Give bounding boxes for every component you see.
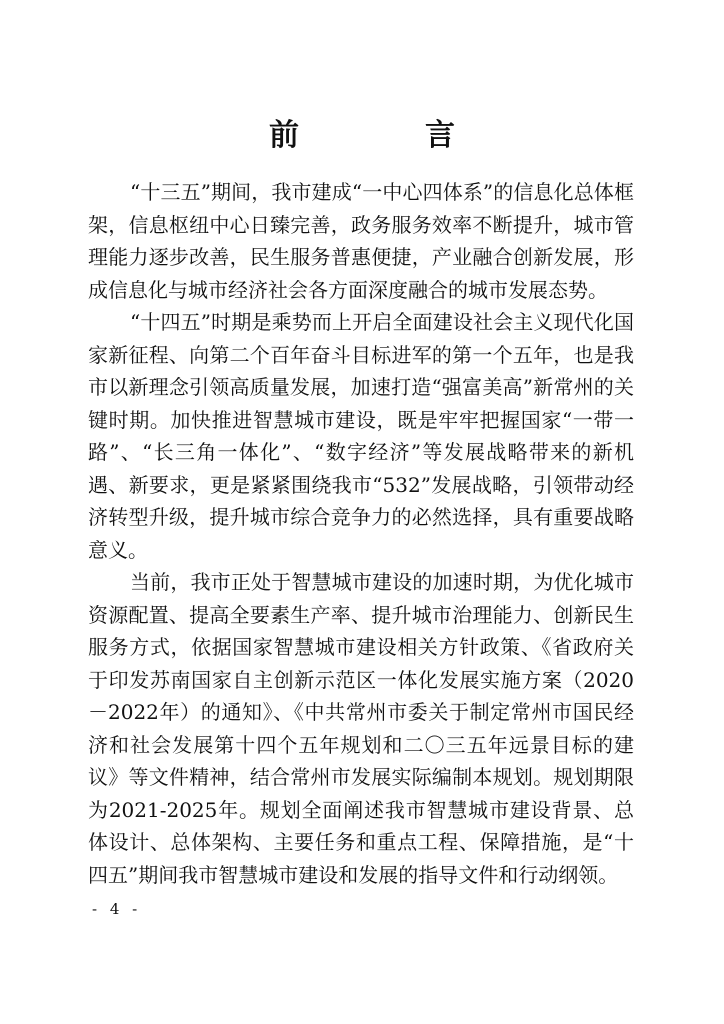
paragraph-3: 当前，我市正处于智慧城市建设的加速时期，为优化城市资源配置、提高全要素生产率、提升城市治理能力、创新民生服务方式，依据国家智慧城市建设相关方针政策、《省政府关于印发苏南国家自主创新示范区一体化发展实施方案（2020－2022年）的通知》、《中共常州市委关于制定常州市国民经济和社会发展第十四个五年规划和二〇三五年远景目标的建议》等文件精神，结合常州市发展实际编制本规划。规划期限为2021-2025年。规划全面阐述我市智慧城市建设背景、总体设计、总体架构、主要任务和重点工程、保障措施，是“十四五”期间我市智慧城市建设和发展的指导文件和行动纲领。 <box>88 570 634 887</box>
page-title: 前 言 <box>269 118 503 153</box>
page-number: - 4 - <box>92 900 142 918</box>
preface-body <box>88 176 634 891</box>
paragraph-1: “十三五”期间，我市建成“一中心四体系”的信息化总体框架，信息枢纽中心日臻完善，政务服务效率不断提升，城市管理能力逐步改善，民生服务普惠便捷，产业融合创新发展，形成信息化与城市经济社会各方面深度融合的城市发展态势。 <box>88 180 634 302</box>
paragraph-2: “十四五”时期是乘势而上开启全面建设社会主义现代化国家新征程、向第二个百年奋斗目标进军的第一个五年，也是我市以新理念引领高质量发展，加速打造“强富美高”新常州的关键时期。加快推进智慧城市建设，既是牢牢把握国家“一带一路”、“长三角一体化”、“数字经济”等发展战略带来的新机遇、新要求，更是紧紧围绕我市“532”发展战略，引领带动经济转型升级，提升城市综合竞争力的必然选择，具有重要战略意义。 <box>88 310 634 562</box>
